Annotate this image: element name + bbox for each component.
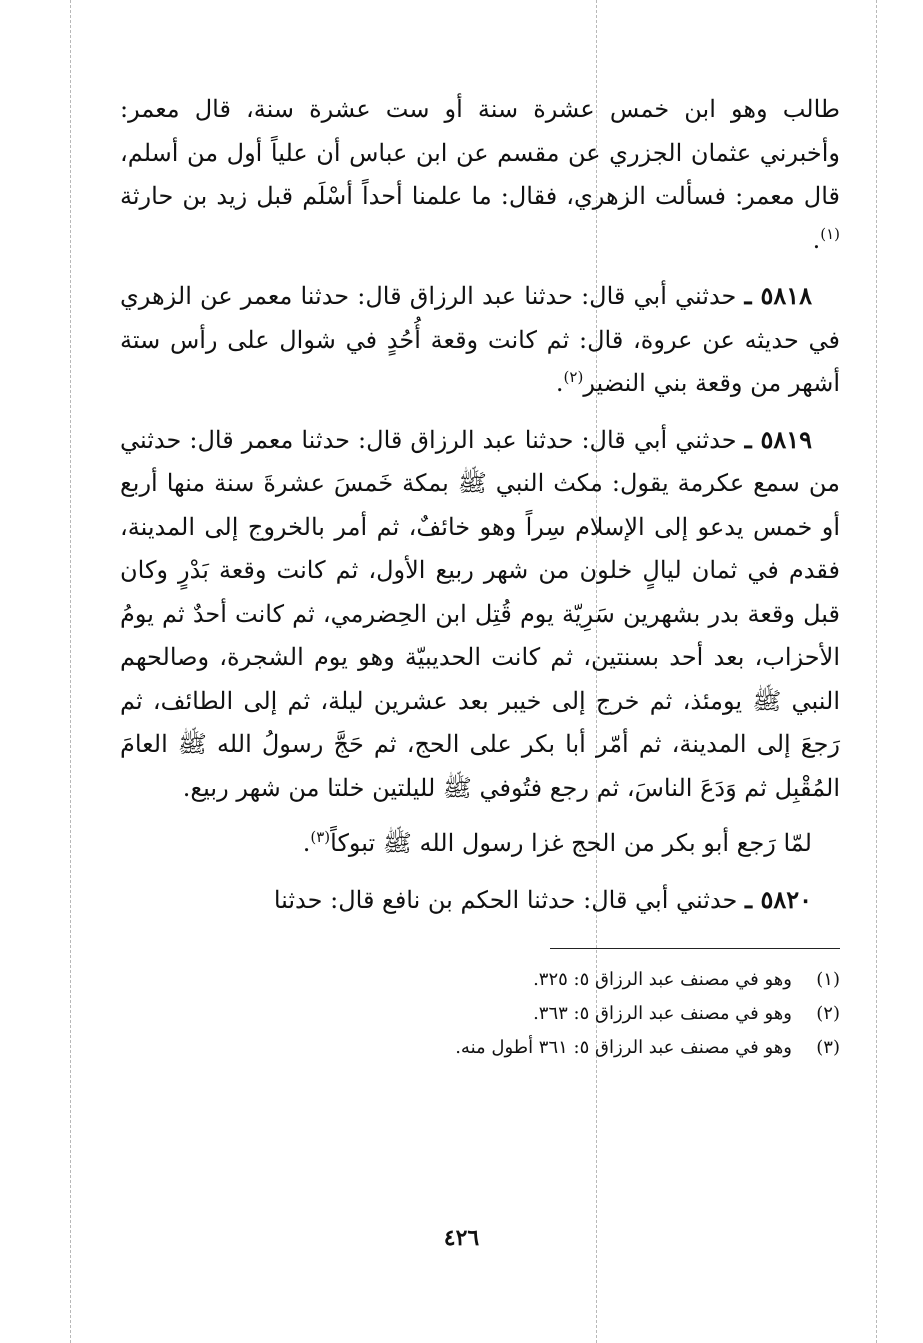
footnote-number: (١) bbox=[816, 969, 840, 990]
page-number: ٤٢٦ bbox=[443, 1225, 480, 1251]
hadith-5818: ٥٨١٨ ـ حدثني أبي قال: حدثنا عبد الرزاق قال: حدثنا معمر عن الزهري في حديثه عن عروة، قال: ثم كانت وقعة أُحُدٍ في شوال على رأس ستة أشهر من وقعة بني النضير$^{(٢)}$. bbox=[120, 281, 841, 397]
paragraph-text: حدثني أبي قال: حدثنا الحكم بن نافع قال: حدثنا bbox=[273, 885, 738, 914]
hadith-number: ٥٨٢٠ ـ bbox=[745, 884, 812, 914]
footnote-number: (٢) bbox=[816, 1003, 840, 1024]
footnote-ref: (١) bbox=[820, 224, 840, 243]
paragraph-tabuk: لمّا رَجع أبو بكر من الحج غزا رسول الله ﷺ تبوكاً$^{(٣)}$. bbox=[302, 828, 812, 857]
footnote-ref: (٣) bbox=[310, 828, 331, 846]
footnote-number: (٣) bbox=[816, 1037, 840, 1058]
book-page bbox=[120, 88, 840, 1065]
footnote bbox=[120, 1031, 840, 1065]
hadith-5820 bbox=[120, 878, 840, 923]
fold-line bbox=[876, 0, 877, 1343]
hadith-5819 bbox=[120, 418, 840, 811]
paragraph-text: حدثني أبي قال: حدثنا عبد الرزاق قال: حدثنا معمر عن الزهري في حديثه عن عروة، قال: ثم كانت وقعة أُحُدٍ في شوال على رأس ستة أشهر من وقعة بني النضير bbox=[120, 282, 841, 397]
footnote-text: وهو في مصنف عبد الرزاق ٥: ٣٢٥. bbox=[533, 969, 792, 990]
paragraph-text: لمّا رَجع أبو بكر من الحج غزا رسول الله ﷺ تبوكاً bbox=[330, 829, 812, 857]
footnote-divider bbox=[550, 948, 840, 949]
footnote-text: وهو في مصنف عبد الرزاق ٥: ٣٦١ أطول منه. bbox=[455, 1037, 792, 1058]
paragraph-continuation: طالب وهو ابن خمس عشرة سنة أو ست عشرة سنة، قال معمر: وأخبرني عثمان الجزري عن مقسم عن ابن عباس أن علياً أول من أسلم، قال معمر: فسألت الزهري، فقال: ما علمنا أحداً أسْلَم قبل زيد بن حارثة $^{(١)}$. bbox=[120, 95, 840, 254]
footnote-text: وهو في مصنف عبد الرزاق ٥: ٣٦٣. bbox=[533, 1003, 792, 1024]
footnote-ref: (٢) bbox=[563, 368, 584, 386]
paragraph-text: طالب وهو ابن خمس عشرة سنة أو ست عشرة سنة، قال معمر: وأخبرني عثمان الجزري عن مقسم عن ابن عباس أن علياً أول من أسلم، قال معمر: فسألت الزهري، فقال: ما علمنا أحداً أسْلَم قبل زيد بن حارثة bbox=[120, 95, 840, 210]
footnote bbox=[120, 963, 840, 997]
hadith-number: ٥٨١٨ ـ bbox=[744, 281, 812, 310]
footnote bbox=[120, 997, 840, 1031]
paragraph-text: حدثني أبي قال: حدثنا عبد الرزاق قال: حدثنا معمر قال: حدثني من سمع عكرمة يقول: مكث النبي ﷺ بمكة خَمسَ عشرةَ سنة منها أربع أو خمس يدعو إلى الإسلام سِراً وهو خائفٌ، ثم أمر بالخروج إلى المدينة، فقدم في ثمان ليالٍ خلون من شهر ربيع الأول، ثم كانت وقعة بَدْرٍ وكان قبل وقعة بدر بشهرين سَرِيّة يوم قُتِل ابن الحِضرمي، ثم كانت أحدٌ ثم يومُ الأحزاب، بعد أحد بسنتين، ثم كانت الحديبيّة وهو يوم الشجرة، وصالحهم النبي ﷺ يومئذ، ثم خرج إلى خيبر بعد عشرين ليلة، ثم إلى الطائف، ثم رَجعَ إلى المدينة، ثم أمّر أبا بكر على الحج، ثم حَجَّ رسولُ الله ﷺ العامَ المُقْبِل ثم وَدَعَ الناسَ، ثم رجع فتُوفي ﷺ لليلتين خلتا من شهر ربيع. bbox=[120, 425, 841, 802]
hadith-number: ٥٨١٩ ـ bbox=[744, 424, 812, 454]
fold-line bbox=[70, 0, 71, 1343]
